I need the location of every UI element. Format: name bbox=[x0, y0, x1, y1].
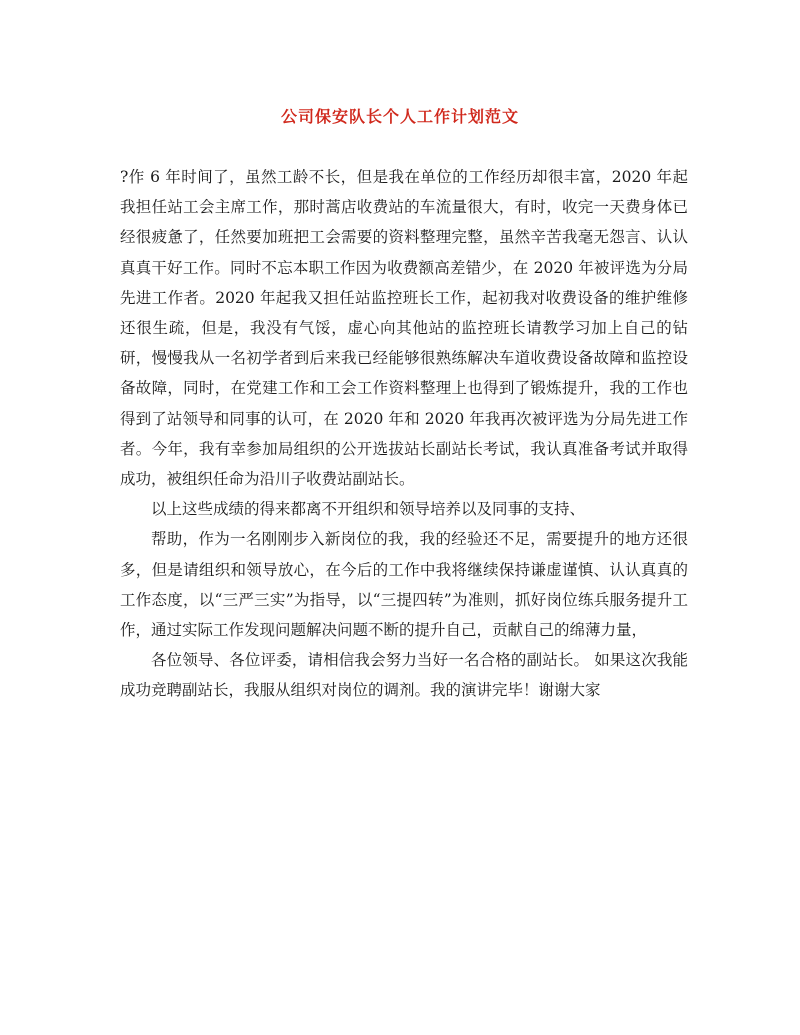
document-body bbox=[120, 162, 688, 706]
document-title: 公司保安队长个人工作计划范文 bbox=[280, 107, 519, 126]
paragraph-closing: 各位领导、各位评委，请相信我会努力当好一名合格的副站长。 如果这次我能成功竞聘副站长，我服从组织对岗位的调剂。我的演讲完毕！谢谢大家 bbox=[120, 651, 688, 700]
paragraph-acknowledgement: 以上这些成绩的得来都离不开组织和领导培养以及同事的支持、 bbox=[151, 500, 586, 519]
paragraph-commitment: 帮助，作为一名刚刚步入新岗位的我，我的经验还不足，需要提升的地方还很多，但是请组织和领导放心，在今后的工作中我将继续保持谦虚谨慎、认认真真的工作态度，以“三严三实”为指导，以“三提四转”为准则，抓好岗位练兵服务提升工作，通过实际工作发现问题解决问题不断的提升自己，贡献自己的绵薄力量， bbox=[120, 530, 688, 640]
paragraph-work-history: ?作 6 年时间了，虽然工龄不长，但是我在单位的工作经历却很丰富，2020 年起我担任站工会主席工作，那时蒿店收费站的车流量很大，有时，收完一天费身体已经很疲惫了，任然要加班把工会需要的资料整理完整，虽然辛苦我毫无怨言、认认真真干好工作。同时不忘本职工作因为收费额高差错少，在 2020 年被评选为分局先进工作者。2020 年起我又担任站监控班长工作，起初我对收费设备的维护维修还很生疏，但是，我没有气馁，虚心向其他站的监控班长请教学习加上自己的钻研，慢慢我从一名初学者到后来我已经能够很熟练解决车道收费设备故障和监控设备故障，同时，在党建工作和工会工作资料整理上也得到了锻炼提升，我的工作也得到了站领导和同事的认可，在 2020 年和 2020 年我再次被评选为分局先进工作者。今年，我有幸参加局组织的公开选拔站长副站长考试，我认真准备考试并取得成功，被组织任命为沿川子收费站副站长。 bbox=[120, 168, 688, 489]
